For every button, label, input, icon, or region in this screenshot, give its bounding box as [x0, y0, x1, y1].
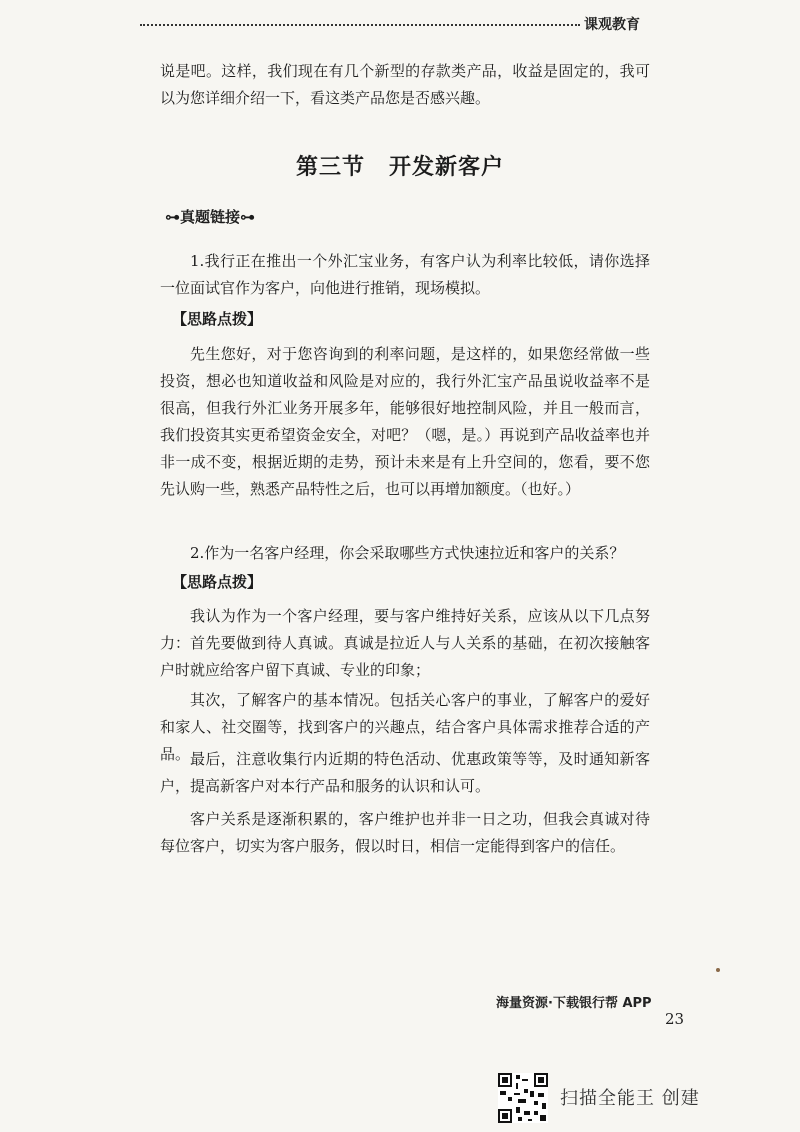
tip-label-2: 【思路点拨】 — [172, 573, 263, 591]
header-brand: 课观教育 — [584, 17, 640, 33]
section-title — [0, 150, 800, 181]
answer-2-line-1: 我认为作为一个客户经理，要与客户维持好关系，应该从以下几点努力： — [160, 607, 650, 652]
tip-label-1: 【思路点拨】 — [172, 310, 263, 328]
section-number: 第三节 — [295, 155, 365, 180]
section-name: 开发新客户 — [389, 155, 505, 180]
question-1: 1.我行正在推出一个外汇宝业务，有客户认为利率比较低，请你选择一位面试官作为客户，向他进行推销，现场模拟。 — [160, 252, 650, 297]
link-heading: ⊶真题链接⊶ — [165, 208, 256, 226]
answer-2-conclusion: 客户关系是逐渐积累的，客户维护也并非一日之功，但我会真诚对待每位客户，切实为客户服务，假以时日，相信一定能得到客户的信任。 — [160, 810, 650, 855]
answer-2-point-3: 最后，注意收集行内近期的特色活动、优惠政策等等，及时通知新客户，提高新客户对本行产品和服务的认识和认可。 — [160, 750, 650, 795]
footer-slogan: 海量资源·下载银行帮 APP — [496, 996, 652, 1011]
intro-paragraph: 说是吧。这样，我们现在有几个新型的存款类产品，收益是固定的，我可以为您详细介绍一下，看这类产品您是否感兴趣。 — [160, 62, 650, 107]
qr-code-icon — [498, 1073, 548, 1123]
answer-1: 先生您好，对于您咨询到的利率问题，是这样的，如果您经常做一些投资，想必也知道收益和风险是对应的，我行外汇宝产品虽说收益率不是很高，但我行外汇业务开展多年，能够很好地控制风险，并且一般而言，我们投资其实更希望资金安全，对吧？（嗯，是。）再说到产品收益率也并非一成不变，根据近期的走势，预计未来是有上升空间的，您看，要不您先认购一些，熟悉产品特性之后，也可以再增加额度。（也好。） — [160, 345, 650, 498]
header-dotted-rule — [140, 24, 580, 26]
question-2: 2.作为一名客户经理，你会采取哪些方式快速拉近和客户的关系？ — [190, 544, 625, 562]
answer-2-point-2: 其次，了解客户的基本情况。包括关心客户的事业，了解客户的爱好和家人、社交圈等，找到客户的兴趣点，结合客户具体需求推荐合适的产品。 — [160, 691, 650, 763]
answer-2-point-1: 首先要做到待人真诚。真诚是拉近人与人关系的基础，在初次接触客户时就应给客户留下真诚、专业的印象； — [160, 634, 650, 679]
paper-speck — [716, 968, 720, 972]
page-number: 23 — [665, 1010, 685, 1028]
scanner-watermark: 扫描全能王 创建 — [560, 1088, 700, 1109]
